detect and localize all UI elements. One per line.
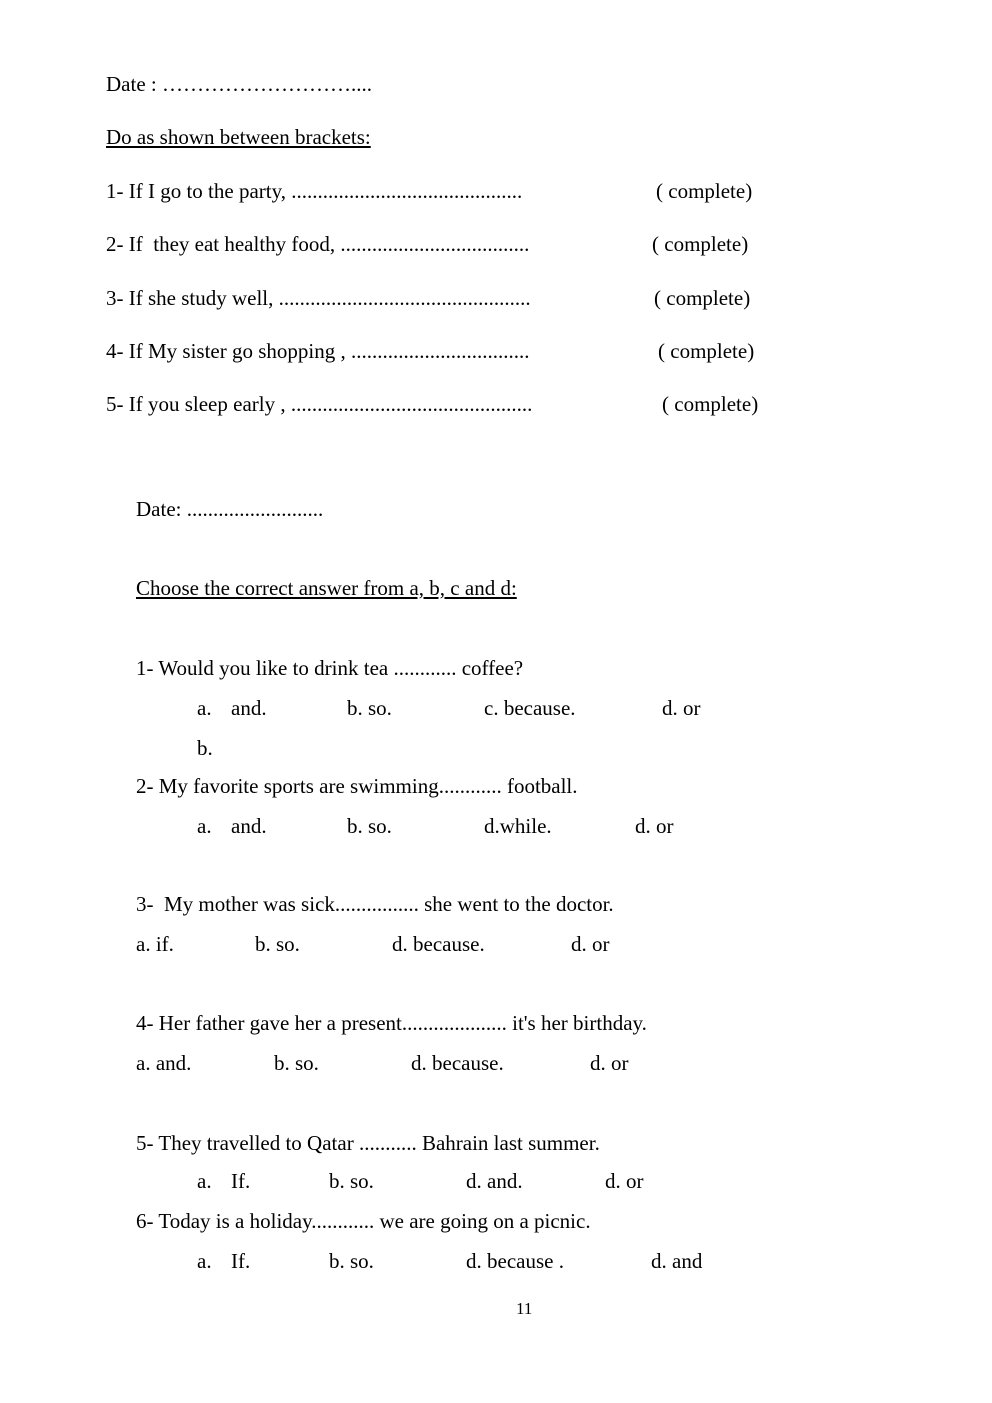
q5-option-b: b. so. — [329, 1169, 374, 1193]
question-3: 3- My mother was sick................ she went to the doctor. — [136, 892, 614, 916]
q4-option-d: d. or — [590, 1051, 629, 1075]
exercise-item-2-tag: ( complete) — [652, 232, 749, 256]
q6-option-d: d. and — [651, 1249, 703, 1273]
exercise-item-4-tag: ( complete) — [658, 339, 755, 363]
q1-option-a-marker: a. — [197, 696, 212, 720]
date-line-2: Date: .......................... — [136, 497, 324, 521]
q4-option-c: d. because. — [411, 1051, 504, 1075]
q1-option-c: c. because. — [484, 696, 576, 720]
q2-option-c: d.while. — [484, 814, 552, 838]
q1-option-a: and. — [231, 696, 267, 720]
date-line-1: Date : ……………………….... — [106, 72, 372, 96]
question-5: 5- They travelled to Qatar ........... Bahrain last summer. — [136, 1131, 600, 1155]
q5-option-a-marker: a. — [197, 1169, 212, 1193]
exercise-item-4: 4- If My sister go shopping , .................................. — [106, 339, 530, 363]
q5-option-a: If. — [231, 1169, 251, 1193]
q2-option-d: d. or — [635, 814, 674, 838]
q4-option-a: a. and. — [136, 1051, 192, 1075]
question-6: 6- Today is a holiday............ we are going on a picnic. — [136, 1209, 591, 1233]
q2-option-a: and. — [231, 814, 267, 838]
q3-option-a: a. if. — [136, 932, 174, 956]
page-number: 11 — [516, 1299, 533, 1318]
q6-option-a-marker: a. — [197, 1249, 212, 1273]
q4-option-b: b. so. — [274, 1051, 319, 1075]
q1-option-b: b. so. — [347, 696, 392, 720]
q2-option-b: b. so. — [347, 814, 392, 838]
q3-option-c: d. because. — [392, 932, 485, 956]
q6-option-b: b. so. — [329, 1249, 374, 1273]
exercise-item-5-tag: ( complete) — [662, 392, 759, 416]
q5-option-d: d. or — [605, 1169, 644, 1193]
q3-option-b: b. so. — [255, 932, 300, 956]
q1-option-d: d. or — [662, 696, 701, 720]
question-4: 4- Her father gave her a present.................... it's her birthday. — [136, 1011, 647, 1035]
exercise-item-3: 3- If she study well, ................................................ — [106, 286, 531, 310]
exercise-item-1-tag: ( complete) — [656, 179, 753, 203]
question-1: 1- Would you like to drink tea ............ coffee? — [136, 656, 524, 680]
exercise-item-1: 1- If I go to the party, ............................................ — [106, 179, 523, 203]
exercise-item-2: 2- If they eat healthy food, .................................... — [106, 232, 530, 256]
instruction-1: Do as shown between brackets: — [106, 125, 371, 149]
instruction-2: Choose the correct answer from a, b, c and d: — [136, 576, 517, 600]
question-2: 2- My favorite sports are swimming............ football. — [136, 774, 578, 798]
exercise-item-5: 5- If you sleep early , .............................................. — [106, 392, 533, 416]
q6-option-c: d. because . — [466, 1249, 564, 1273]
q3-option-d: d. or — [571, 932, 610, 956]
q6-option-a: If. — [231, 1249, 251, 1273]
exercise-item-3-tag: ( complete) — [654, 286, 751, 310]
q2-option-a-marker: a. — [197, 814, 212, 838]
q5-option-c: d. and. — [466, 1169, 523, 1193]
q1-extra-marker: b. — [197, 736, 213, 760]
